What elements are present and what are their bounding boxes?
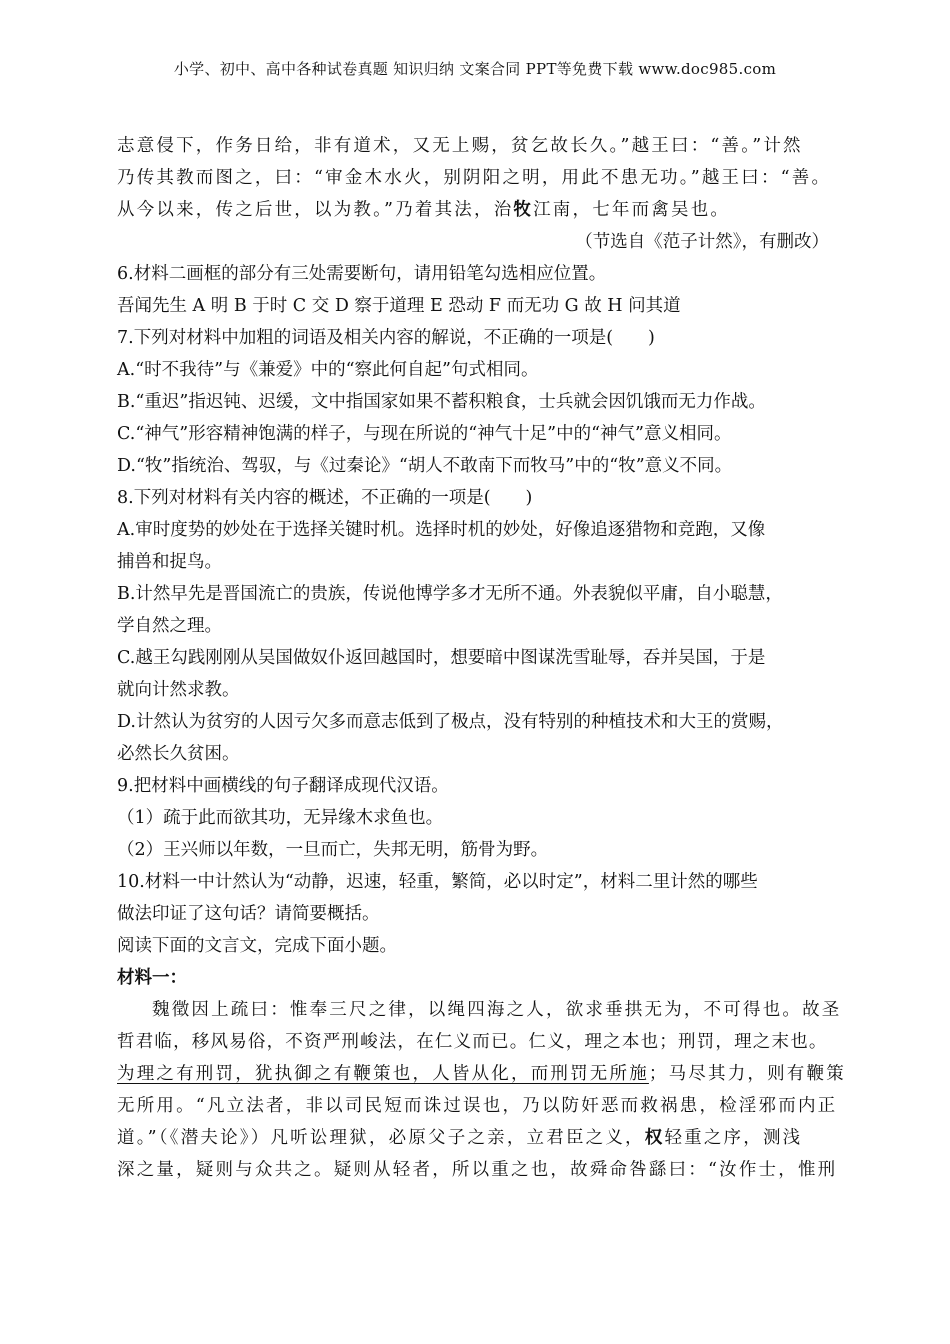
page-header: 小学、初中、高中各种试卷真题 知识归纳 文案合同 PPT等免费下载 www.doc985.com	[173, 60, 777, 78]
question-7-prompt: 7.下列对材料中加粗的词语及相关内容的解说，不正确的一项是( )	[117, 328, 655, 348]
question-7-option-d: D.“牧”指统治、驾驭，与《过秦论》“胡人不敢南下而牧马”中的“牧”意义不同。	[117, 456, 733, 476]
material-line: 魏徵因上疏曰：惟奉三尺之律，以绳四海之人，欲求垂拱无为，不可得也。故圣	[152, 1000, 842, 1020]
passage-line: 乃传其教而图之，曰：“审金木水火，别阴阳之明，用此不患无功。”越王曰：“善。	[117, 168, 832, 188]
reading-instruction: 阅读下面的文言文，完成下面小题。	[117, 936, 397, 956]
question-8-option-b: B.计然早先是晋国流亡的贵族，传说他博学多才无所不通。外表貌似平庸，自小聪慧，	[117, 584, 783, 604]
material-line	[117, 1058, 846, 1090]
material-text: ；马尽其力，则有鞭策	[648, 1064, 846, 1084]
question-7-option-c: C.“神气”形容精神饱满的样子，与现在所说的“神气十足”中的“神气”意义相同。	[117, 424, 732, 444]
material-line	[117, 1122, 837, 1154]
material-line: 哲君临，移风易俗，不资严刑峻法，在仁义而已。仁义，理之本也；刑罚，理之末也。	[117, 1032, 828, 1052]
question-8-option-c-cont: 就向计然求教。	[117, 680, 240, 700]
underlined-sentence: 为理之有刑罚，犹执御之有鞭策也，人皆从化，而刑罚无所施	[117, 1064, 649, 1084]
document-body	[117, 130, 846, 1186]
material-line: 无所用。“凡立法者，非以司民短而诛过误也，乃以防奸恶而救祸患，检淫邪而内正	[117, 1096, 838, 1116]
question-8-option-c: C.越王勾践刚刚从吴国做奴仆返回越国时，想要暗中图谋洗雪耻辱，吞并吴国，于是	[117, 648, 766, 668]
question-9-prompt: 9.把材料中画横线的句子翻译成现代汉语。	[117, 776, 449, 796]
question-6-prompt: 6.材料二画框的部分有三处需要断句，请用铅笔勾选相应位置。	[117, 264, 607, 284]
source-citation: （节选自《范子计然》，有删改）	[575, 232, 829, 252]
question-8-prompt: 8.下列对材料有关内容的概述，不正确的一项是( )	[117, 488, 533, 508]
material-text: 轻重之序，测浅	[664, 1128, 803, 1148]
question-7-option-a: A.“时不我待”与《兼爱》中的“察此何自起”句式相同。	[117, 360, 539, 380]
question-10-prompt: 10.材料一中计然认为“动静，迟速，轻重，繁简，必以时定”，材料二里计然的哪些	[117, 872, 758, 892]
question-10-prompt-cont: 做法印证了这句话？请简要概括。	[117, 904, 380, 924]
passage-text: 江南，七年而禽吴也。	[533, 200, 731, 220]
question-8-option-b-cont: 学自然之理。	[117, 616, 222, 636]
passage-line	[117, 194, 837, 226]
bold-word: 牧	[513, 200, 534, 220]
question-8-option-a-cont: 捕兽和捉鸟。	[117, 552, 222, 572]
passage-line: 志意侵下，作务日给，非有道术，又无上赐，贫乞故长久。”越王曰：“善。”计然	[117, 136, 803, 156]
question-9-sentence-1: （1）疏于此而欲其功，无异缘木求鱼也。	[117, 808, 444, 828]
question-6-text: 吾闻先生 A 明 B 于时 C 交 D 察于道理 E 恐动 F 而无功 G 故 H 问其道	[117, 296, 681, 316]
material-line: 深之量，疑则与众共之。疑则从轻者，所以重之也，故舜命咎繇曰：“汝作士，惟刑	[117, 1160, 838, 1180]
passage-text: 从今以来，传之后世，以为教。”乃着其法，治	[117, 200, 514, 220]
question-8-option-a: A.审时度势的妙处在于选择关键时机。选择时机的妙处，好像追逐猎物和竞跑，又像	[117, 520, 766, 540]
material-text: 道。”（《潜夫论》）凡听讼理狱，必原父子之亲，立君臣之义，	[117, 1128, 645, 1148]
question-7-option-b: B.“重迟”指迟钝、迟缓，文中指国家如果不蓄积粮食，士兵就会因饥饿而无力作战。	[117, 392, 766, 412]
bold-word: 权	[644, 1128, 665, 1148]
material-title: 材料一：	[117, 968, 187, 988]
question-9-sentence-2: （2）王兴师以年数，一旦而亡，失邦无明，筋骨为野。	[117, 840, 549, 860]
question-8-option-d: D.计然认为贫穷的人因亏欠多而意志低到了极点，没有特别的种植技术和大王的赏赐，	[117, 712, 784, 732]
question-8-option-d-cont: 必然长久贫困。	[117, 744, 240, 764]
